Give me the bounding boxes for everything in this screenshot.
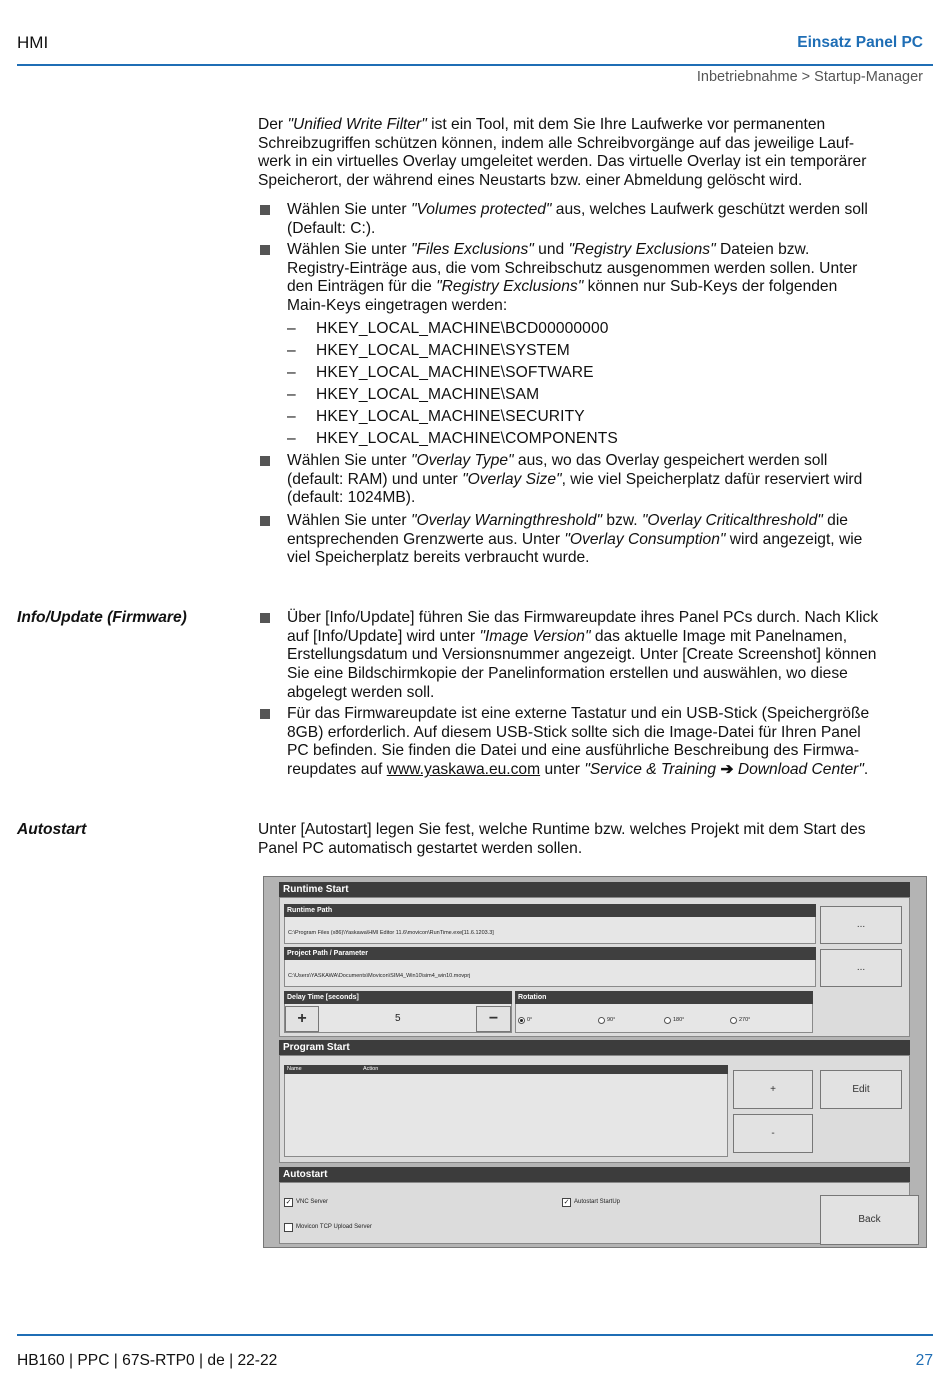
rotation-270-radio[interactable] (730, 1017, 737, 1024)
registry-key: HKEY_LOCAL_MACHINE\COMPONENTS (316, 430, 618, 447)
bullet-icon (260, 245, 270, 255)
delay-value: 5 (395, 1013, 401, 1024)
section-label-autostart: Autostart (17, 821, 87, 838)
dash-marker: – (287, 386, 296, 403)
rotation-180-label: 180° (673, 1017, 685, 1023)
registry-key: HKEY_LOCAL_MACHINE\SECURITY (316, 408, 585, 425)
rotation-90-radio[interactable] (598, 1017, 605, 1024)
autostart-paragraph: Unter [Autostart] legen Sie fest, welche Runtime bzw. welches Projekt mit dem Start des Panel PC automatisch gestartet werden sollen. (258, 821, 866, 857)
vnc-label: VNC Server (296, 1199, 329, 1205)
registry-key: HKEY_LOCAL_MACHINE\SOFTWARE (316, 364, 594, 381)
runtime-browse-button[interactable]: ... (820, 906, 902, 944)
header-title: HMI (17, 33, 49, 52)
vnc-checkbox[interactable]: ✓ (285, 1199, 292, 1206)
dash-marker: – (287, 408, 296, 425)
dash-marker: – (287, 320, 296, 337)
registry-key: HKEY_LOCAL_MACHINE\SYSTEM (316, 342, 570, 359)
info-bullet-firmware: Über [Info/Update] führen Sie das Firmwareupdate ihres Panel PCs durch. Nach Klick auf [Info/Update] wird unter "Image Version" das aktuelle Image mit Panelnamen, Erstellungsdatum und Versionsnummer angezeigt. Unter [Create Screenshot] können Sie eine Bildschirmkopie der Panelinformation erstellen und auswählen, wo diese abgelegt werden soll. (287, 609, 879, 701)
project-browse-button[interactable]: ... (820, 949, 902, 987)
bullet-icon (260, 205, 270, 215)
info-bullet-usb: Für das Firmwareupdate ist eine externe Tastatur und ein USB-Stick (Speichergröße 8GB) erforderlich. Auf diesem USB-Stick sollte sich die Image-Datei für Ihren Panel PC befinden. Sie finden die Datei und eine ausführliche Beschreibung des Firmwa- reupdates auf www.yaskawa.eu.com unter "Service & Training ➔ Download Center". (287, 705, 870, 779)
footer-rule (17, 1334, 933, 1336)
uwf-bullet-exclusions: Wählen Sie unter "Files Exclusions" und "Registry Exclusions" Dateien bzw. Registry-Einträge aus, die vom Schreibschutz ausgenommen werden sollen. Unter den Einträgen für die "Registry Exclusions" können nur Sub-Keys der folgenden Main-Keys eingetragen werden: (287, 241, 858, 315)
rotation-180-radio[interactable] (664, 1017, 671, 1024)
dash-marker: – (287, 364, 296, 381)
header-chapter: Einsatz Panel PC (797, 34, 923, 51)
breadcrumb: Inbetriebnahme > Startup-Manager (696, 69, 923, 85)
project-path-value: C:\Users\YASKAWA\Documents\Movicon\SIM4_Win10\sim4_win10.movprj (288, 973, 471, 979)
program-start-header: Program Start (279, 1040, 910, 1055)
rotation-label: Rotation (515, 991, 813, 1004)
bullet-icon (260, 516, 270, 526)
autostart-panel (279, 1182, 910, 1244)
rotation-0-label: 0° (527, 1017, 533, 1023)
program-remove-button[interactable]: - (733, 1114, 813, 1153)
arrow-right-icon: ➔ (720, 761, 734, 779)
back-button[interactable]: Back (820, 1195, 919, 1245)
autostart-header: Autostart (279, 1167, 910, 1182)
tcp-upload-checkbox[interactable] (284, 1223, 293, 1232)
program-add-button[interactable]: + (733, 1070, 813, 1109)
bullet-icon (260, 709, 270, 719)
bullet-icon (260, 456, 270, 466)
header-rule (17, 64, 933, 66)
registry-key: HKEY_LOCAL_MACHINE\SAM (316, 386, 540, 403)
project-path-label: Project Path / Parameter (284, 947, 816, 960)
yaskawa-link[interactable]: www.yaskawa.eu.com (386, 761, 541, 779)
runtime-start-header: Runtime Start (279, 882, 910, 897)
delay-time-label: Delay Time [seconds] (284, 991, 512, 1004)
program-list[interactable] (284, 1065, 728, 1157)
section-label-info-update: Info/Update (Firmware) (17, 609, 187, 626)
runtime-path-label: Runtime Path (284, 904, 816, 917)
uwf-paragraph: Der "Unified Write Filter" ist ein Tool, mit dem Sie Ihre Laufwerke vor permanenten Schreibzugriffen schützen können, indem alle Schreibvorgänge auf das jeweilige Lauf- werk in ein virtuelles Overlay umgeleitet werden. Das virtuelle Overlay ist ein temporärer Speicherort, der während eines Neustarts bzw. einer Abmeldung gelöscht wird. (258, 116, 867, 190)
startup-label: Autostart StartUp (574, 1199, 621, 1205)
program-list-header (284, 1065, 728, 1074)
col-name: Name (287, 1066, 302, 1072)
uwf-bullet-volumes: Wählen Sie unter "Volumes protected" aus, welches Laufwerk geschützt werden soll (Default: C:). (287, 201, 868, 237)
footer-doc-id: HB160 | PPC | 67S-RTP0 | de | 22-22 (17, 1352, 278, 1369)
rotation-0-radio[interactable] (518, 1017, 525, 1024)
delay-minus-button[interactable]: − (476, 1006, 511, 1032)
tcp-upload-label: Movicon TCP Upload Server (296, 1224, 372, 1230)
rotation-90-label: 90° (607, 1017, 616, 1023)
autostart-screenshot (263, 876, 927, 1248)
rotation-270-label: 270° (739, 1017, 751, 1023)
col-action: Action (363, 1066, 379, 1072)
registry-key: HKEY_LOCAL_MACHINE\BCD00000000 (316, 320, 609, 337)
bullet-icon (260, 613, 270, 623)
page-number: 27 (915, 1352, 933, 1369)
dash-marker: – (287, 342, 296, 359)
program-edit-button[interactable]: Edit (820, 1070, 902, 1109)
runtime-path-value: C:\Program Files (x86)\Yaskawa\HMI Editor 11.6\movicon\RunTime.exe[11.6.1203.3] (288, 930, 494, 936)
delay-plus-button[interactable]: + (285, 1006, 319, 1032)
uwf-bullet-thresholds: Wählen Sie unter "Overlay Warningthreshold" bzw. "Overlay Criticalthreshold" die entsprechenden Grenzwerte aus. Unter "Overlay Consumption" wird angezeigt, wie viel Speicherplatz bereits verbraucht wurde. (287, 512, 863, 567)
startup-checkbox[interactable]: ✓ (563, 1199, 570, 1206)
dash-marker: – (287, 430, 296, 447)
uwf-bullet-overlay-type: Wählen Sie unter "Overlay Type" aus, wo das Overlay gespeichert werden soll (default: RAM) und unter "Overlay Size", wie viel Speicherplatz dafür reserviert wird (default: 1024MB). (287, 452, 863, 507)
